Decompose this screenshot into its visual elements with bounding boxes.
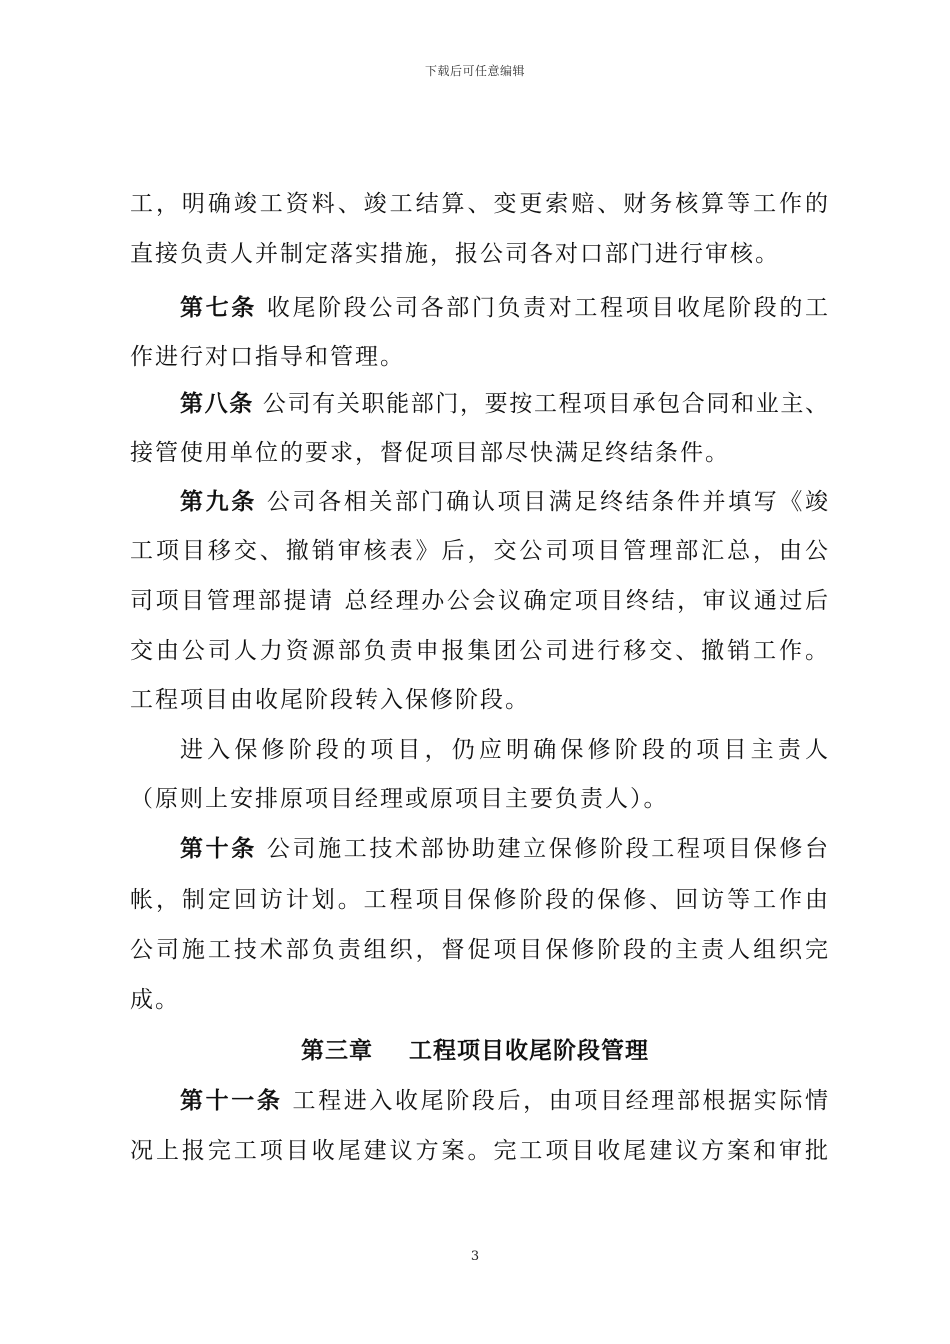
article-label: 第十一条 [180,1087,283,1114]
body-line [130,682,530,718]
article-11-line [180,1083,828,1119]
chapter-heading: 第三章 工程项目收尾阶段管理 [300,1037,650,1064]
article-label: 第九条 [180,488,257,515]
line-text: 帐，制定回访计划。工程项目保修阶段的保修、回访等工作由 [130,887,828,913]
line-text: 交由公司人力资源部负责申报集团公司进行移交、撤销工作。 [130,638,828,664]
line-text: 公司有关职能部门，要按工程项目承包合同和业主、 [253,391,829,417]
line-text: 工项目移交、撤销审核表》后，交公司项目管理部汇总，由公 [130,538,828,564]
body-line [130,882,828,918]
article-label: 第七条 [180,294,257,321]
line-text: 工程进入收尾阶段后，由项目经理部根据实际情 [282,1088,829,1114]
line-text: 工程项目由收尾阶段转入保修阶段。 [130,687,530,713]
line-text: 司项目管理部提请 总经理办公会议确定项目终结，审议通过后 [130,588,828,614]
body-line [130,186,828,222]
line-text: 成。 [130,987,180,1013]
page-number: 3 [470,1249,480,1264]
body-line [130,982,180,1018]
line-text: 公司施工技术部负责组织，督促项目保修阶段的主责人组织完 [130,937,828,963]
page-header: 下载后可任意编辑 [424,64,525,78]
body-line [130,932,828,968]
article-10-line [180,831,828,867]
line-text: 接管使用单位的要求，督促项目部尽快满足终结条件。 [130,440,730,466]
article-8-line [180,386,828,422]
line-text: 工，明确竣工资料、竣工结算、变更索赔、财务核算等工作的 [130,191,828,217]
line-text: 进入保修阶段的项目，仍应明确保修阶段的项目主责人 [180,737,828,763]
line-text: 收尾阶段公司各部门负责对工程项目收尾阶段的工 [256,295,829,321]
line-text: 作进行对口指导和管理。 [130,344,405,370]
article-9-line [180,484,828,520]
body-line [130,583,828,619]
line-text: 况上报完工项目收尾建议方案。完工项目收尾建议方案和审批 [130,1138,828,1164]
line-text: 直接负责人并制定落实措施，报公司各对口部门进行审核。 [130,241,780,267]
body-line [130,633,828,669]
body-line [180,732,828,768]
line-text: 公司各相关部门确认项目满足终结条件并填写《竣 [256,489,829,515]
article-label: 第十条 [180,835,257,862]
body-line [130,339,405,375]
body-line [130,435,730,471]
body-line [130,781,669,817]
line-text: （原则上安排原项目经理或原项目主要负责人）。 [130,786,669,812]
line-text: 公司施工技术部协助建立保修阶段工程项目保修台 [256,836,829,862]
article-label: 第八条 [180,390,254,417]
body-line [130,533,828,569]
body-line [130,1133,828,1169]
body-line [130,236,780,272]
article-7-line [180,290,828,326]
